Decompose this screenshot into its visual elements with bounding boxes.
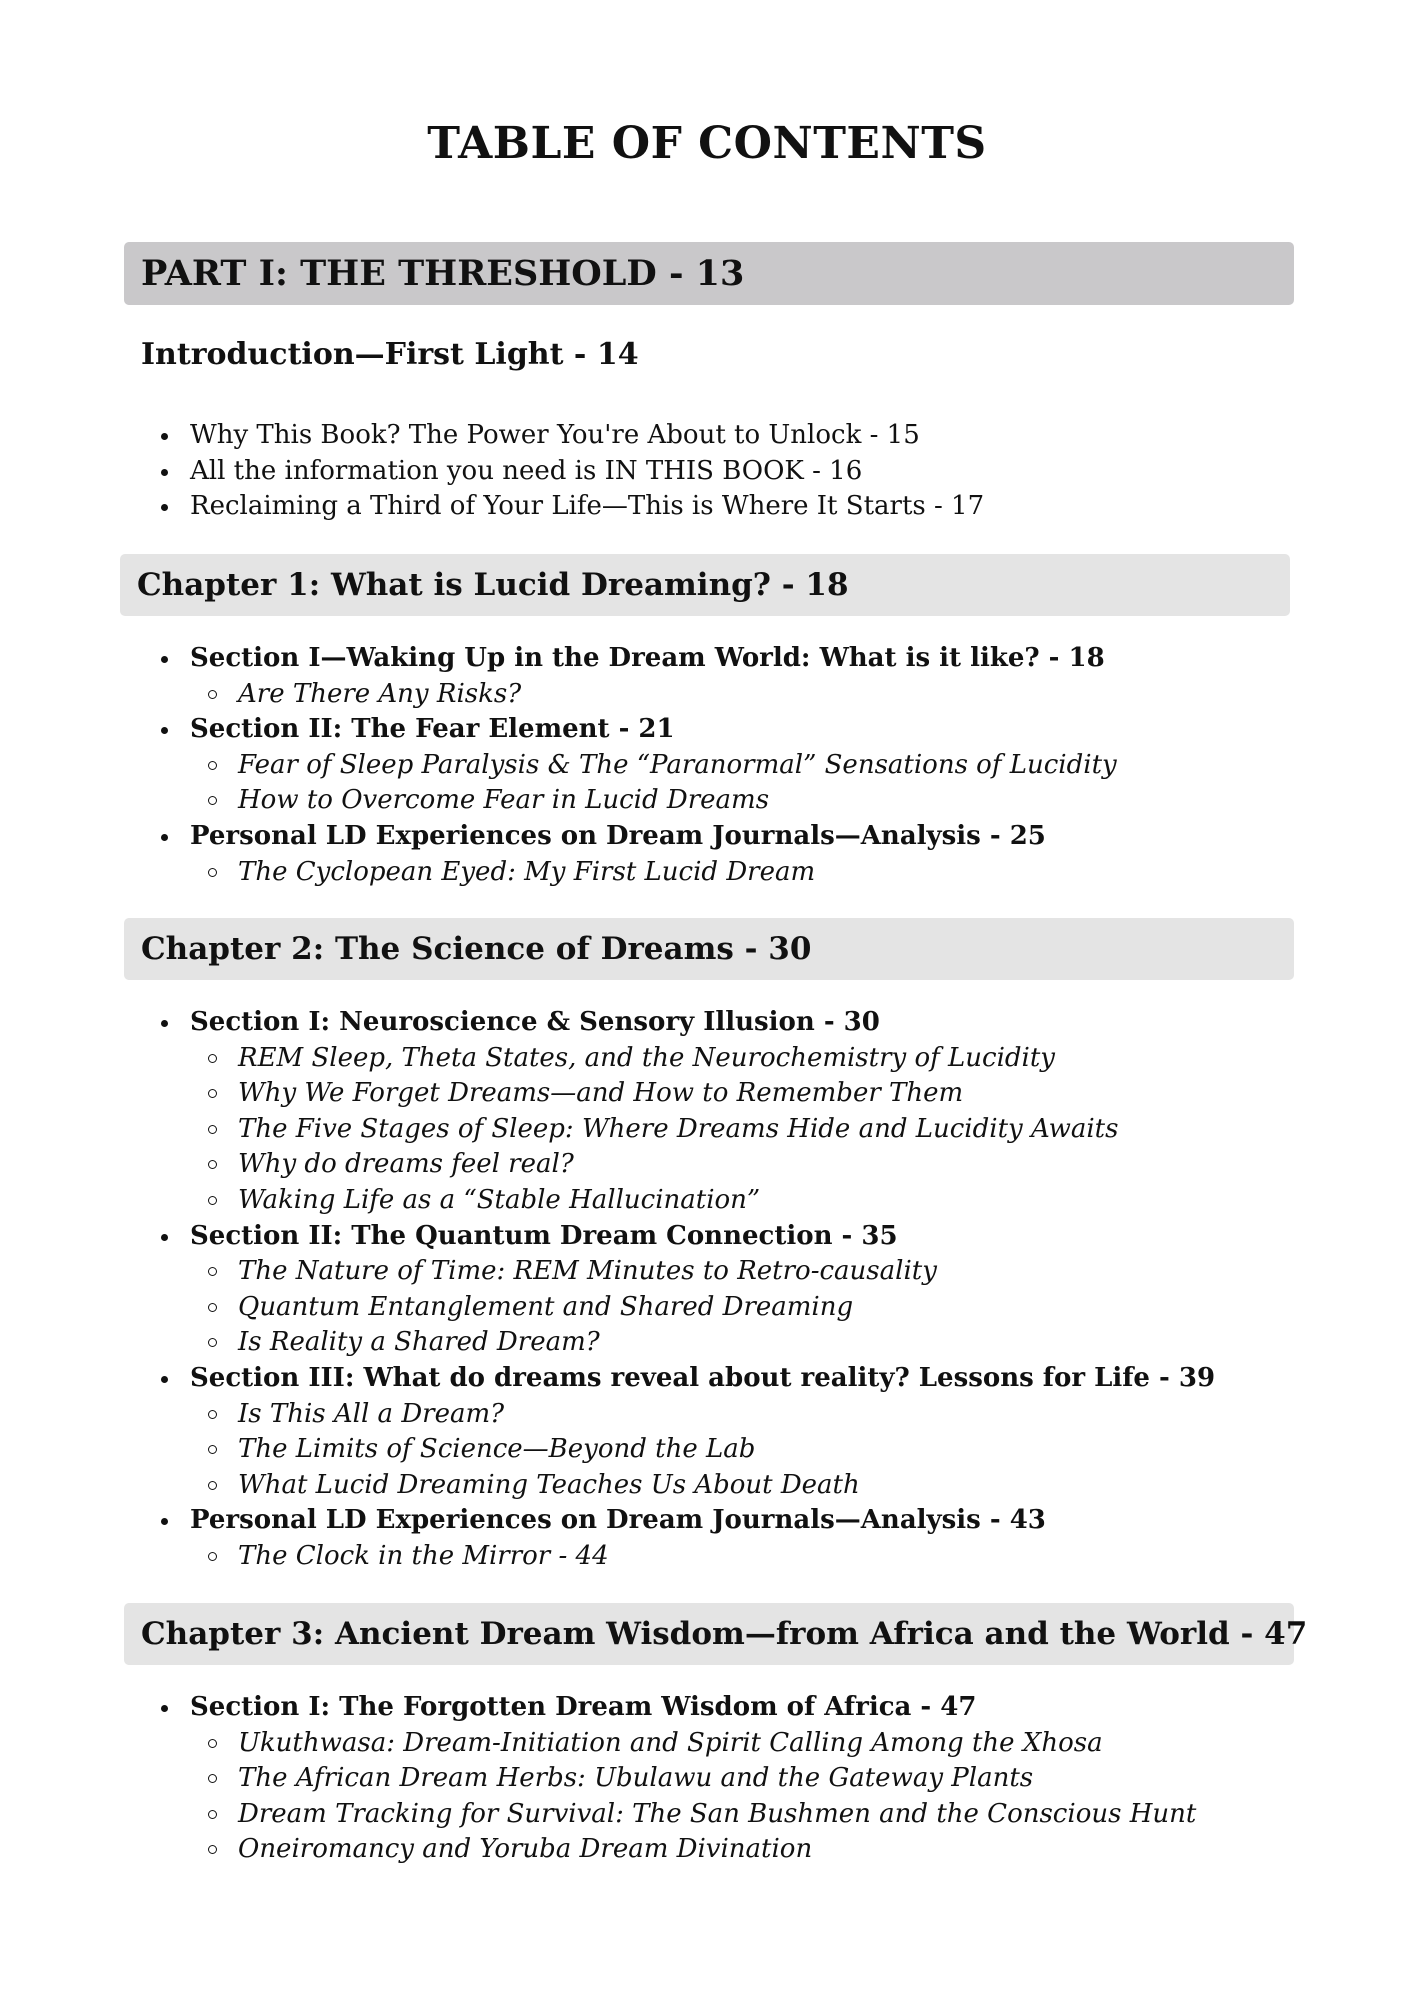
subsection-item: The Clock in the Mirror - 44 [238,1539,1215,1575]
subsection-item: Oneiromancy and Yoruba Dream Divination [238,1832,1196,1868]
subsection-item: Why do dreams feel real? [238,1147,1215,1183]
subsection-item: REM Sleep, Theta States, and the Neurochemistry of Lucidity [238,1041,1215,1077]
chapter-3-heading: Chapter 3: Ancient Dream Wisdom—from Africa and the World - 47 [124,1603,1294,1665]
chapter-1-heading: Chapter 1: What is Lucid Dreaming? - 18 [120,554,1290,616]
section-item [190,1005,1215,1219]
subsection-item: Is Reality a Shared Dream? [238,1325,1215,1361]
subsection-item: Are There Any Risks? [238,677,1117,713]
section-title: Personal LD Experiences on Dream Journals—Analysis - 25 [190,820,1046,851]
subsection-item: How to Overcome Fear in Lucid Dreams [238,783,1117,819]
subsection-item: The African Dream Herbs: Ubulawu and the Gateway Plants [238,1761,1196,1797]
section-item [190,1361,1215,1503]
section-item [190,1503,1215,1574]
subsection-item: The Limits of Science—Beyond the Lab [238,1432,1215,1468]
section-title: Section III: What do dreams reveal about reality? Lessons for Life - 39 [190,1362,1216,1393]
chapter-1-sections [190,641,1117,890]
section-item [190,819,1117,890]
subsection-item: Why We Forget Dreams—and How to Remember Them [238,1076,1215,1112]
subsection-item: Quantum Entanglement and Shared Dreaming [238,1290,1215,1326]
introduction-list [190,418,984,525]
subsection-item: The Cyclopean Eyed: My First Lucid Dream [238,855,1117,891]
list-item: All the information you need is IN THIS BOOK - 16 [190,454,984,490]
list-item: Reclaiming a Third of Your Life—This is Where It Starts - 17 [190,489,984,525]
chapter-3-sections [190,1690,1196,1868]
subsection-item: Is This All a Dream? [238,1397,1215,1433]
section-title: Personal LD Experiences on Dream Journals—Analysis - 43 [190,1505,1046,1536]
subsection-item: What Lucid Dreaming Teaches Us About Death [238,1468,1215,1504]
section-item [190,1219,1215,1361]
subsection-item: Waking Life as a “Stable Hallucination” [238,1183,1215,1219]
section-title: Section I: Neuroscience & Sensory Illusion - 30 [190,1007,880,1037]
subsection-item: Dream Tracking for Survival: The San Bushmen and the Conscious Hunt [238,1797,1196,1833]
section-title: Section I—Waking Up in the Dream World: What is it like? - 18 [190,643,1105,673]
part-1-heading: PART I: THE THRESHOLD - 13 [124,242,1294,305]
subsection-item: Fear of Sleep Paralysis & The “Paranormal” Sensations of Lucidity [238,748,1117,784]
section-title: Section I: The Forgotten Dream Wisdom of Africa - 47 [190,1692,977,1722]
subsection-item: Ukuthwasa: Dream-Initiation and Spirit Calling Among the Xhosa [238,1726,1196,1762]
page-title: TABLE OF CONTENTS [427,118,987,169]
chapter-2-sections [190,1005,1215,1575]
chapter-2-heading: Chapter 2: The Science of Dreams - 30 [124,918,1294,980]
section-title: Section II: The Fear Element - 21 [190,714,675,745]
section-title: Section II: The Quantum Dream Connection - 35 [190,1220,898,1251]
section-item [190,712,1117,819]
subsection-item: The Five Stages of Sleep: Where Dreams Hide and Lucidity Awaits [238,1112,1215,1148]
section-item [190,1690,1196,1868]
list-item: Why This Book? The Power You're About to Unlock - 15 [190,418,984,454]
subsection-item: The Nature of Time: REM Minutes to Retro-causality [238,1254,1215,1290]
introduction-heading: Introduction—First Light - 14 [141,337,639,372]
section-item [190,641,1117,712]
